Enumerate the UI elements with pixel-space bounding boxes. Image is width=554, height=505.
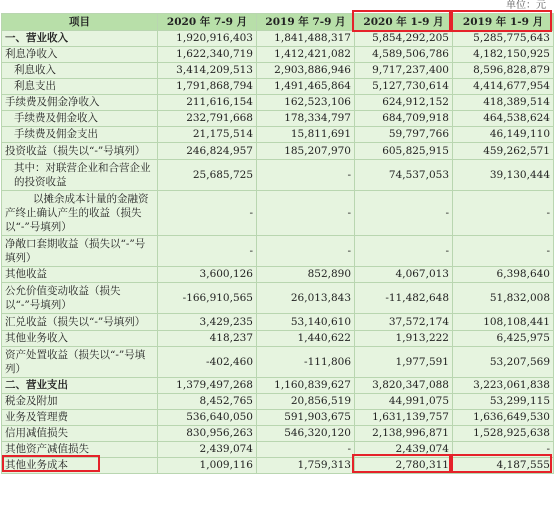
cell-value: 74,537,053 (355, 160, 453, 191)
cell-value: -11,482,648 (355, 283, 453, 314)
cell-value: 605,825,915 (355, 143, 453, 160)
row-label: 手续费及佣金支出 (2, 127, 158, 143)
cell-value: 162,523,106 (257, 95, 355, 111)
table-row (2, 410, 554, 426)
row-label: 其他收益 (2, 267, 158, 283)
cell-value: 39,130,444 (453, 160, 554, 191)
cell-value: 1,977,591 (355, 347, 453, 378)
cell-value: 4,182,150,925 (453, 47, 554, 63)
cell-value: 246,824,957 (158, 143, 257, 160)
table-row (2, 283, 554, 314)
table-row (2, 314, 554, 331)
cell-value: 536,640,050 (158, 410, 257, 426)
table-row (2, 347, 554, 378)
row-label: 净敞口套期收益（损失以“-”号填列） (2, 236, 158, 267)
cell-value: 1,009,116 (158, 458, 257, 474)
cell-value: - (355, 236, 453, 267)
cell-value: 830,956,263 (158, 426, 257, 442)
header-2019-q3: 2019 年 7-9 月 (257, 14, 355, 31)
cell-value: 684,709,918 (355, 111, 453, 127)
cell-value: 9,717,237,400 (355, 63, 453, 79)
cell-value: 2,439,074 (158, 442, 257, 458)
table-row (2, 191, 554, 236)
cell-value: 26,013,843 (257, 283, 355, 314)
row-label: 手续费及佣金收入 (2, 111, 158, 127)
cell-value: 211,616,154 (158, 95, 257, 111)
cell-value: 624,912,152 (355, 95, 453, 111)
cell-value: 1,160,839,627 (257, 378, 355, 394)
income-statement-table (1, 13, 554, 474)
table-row (2, 127, 554, 143)
cell-value: - (257, 236, 355, 267)
table-row (2, 47, 554, 63)
header-2019-ytd: 2019 年 1-9 月 (453, 14, 554, 31)
cell-value: - (158, 191, 257, 236)
cell-value: 591,903,675 (257, 410, 355, 426)
table-row (2, 442, 554, 458)
cell-value: - (453, 442, 554, 458)
cell-value: 53,299,115 (453, 394, 554, 410)
row-label: 利息净收入 (2, 47, 158, 63)
cell-value: 8,596,828,879 (453, 63, 554, 79)
cell-value: 1,636,649,530 (453, 410, 554, 426)
cell-value: 2,138,996,871 (355, 426, 453, 442)
cell-value: 178,334,797 (257, 111, 355, 127)
cell-value: 5,127,730,614 (355, 79, 453, 95)
cell-value: 3,600,126 (158, 267, 257, 283)
table-row (2, 160, 554, 191)
cell-value: 418,237 (158, 331, 257, 347)
cell-value: 3,414,209,513 (158, 63, 257, 79)
cell-value: 3,223,061,838 (453, 378, 554, 394)
cell-value: 25,685,725 (158, 160, 257, 191)
cell-value: 3,820,347,088 (355, 378, 453, 394)
cell-value: 1,622,340,719 (158, 47, 257, 63)
cell-value: 6,398,640 (453, 267, 554, 283)
table-row (2, 111, 554, 127)
cell-value: 1,528,925,638 (453, 426, 554, 442)
table-row (2, 331, 554, 347)
row-label: 其他业务成本 (2, 458, 158, 474)
cell-value: -111,806 (257, 347, 355, 378)
table-row (2, 458, 554, 474)
cell-value: 6,425,975 (453, 331, 554, 347)
row-label: 利息收入 (2, 63, 158, 79)
row-label: 一、营业收入 (2, 31, 158, 47)
cell-value: 2,903,886,946 (257, 63, 355, 79)
cell-value: 1,440,622 (257, 331, 355, 347)
cell-value: - (355, 191, 453, 236)
table-row (2, 267, 554, 283)
cell-value: - (158, 236, 257, 267)
cell-value: 21,175,514 (158, 127, 257, 143)
cell-value: 51,832,008 (453, 283, 554, 314)
cell-value: 4,414,677,954 (453, 79, 554, 95)
row-label: 其他资产减值损失 (2, 442, 158, 458)
cell-value: - (257, 442, 355, 458)
cell-value: -402,460 (158, 347, 257, 378)
cell-value: 852,890 (257, 267, 355, 283)
cell-value: 1,920,916,403 (158, 31, 257, 47)
cell-value: 59,797,766 (355, 127, 453, 143)
cell-value: -166,910,565 (158, 283, 257, 314)
table-row (2, 394, 554, 410)
row-label: 业务及管理费 (2, 410, 158, 426)
cell-value: 546,320,120 (257, 426, 355, 442)
unit-label: 单位：元 (506, 0, 546, 11)
header-item: 项目 (2, 14, 158, 31)
cell-value: 1,913,222 (355, 331, 453, 347)
cell-value: - (453, 236, 554, 267)
row-label: 其中：对联营企业和合营企业的投资收益 (2, 160, 158, 191)
cell-value: 1,412,421,082 (257, 47, 355, 63)
row-label: 信用减值损失 (2, 426, 158, 442)
cell-value: 1,841,488,317 (257, 31, 355, 47)
cell-value: 459,262,571 (453, 143, 554, 160)
cell-value: 4,187,555 (453, 458, 554, 474)
cell-value: 53,207,569 (453, 347, 554, 378)
table-header-row (2, 14, 554, 31)
cell-value: - (453, 191, 554, 236)
cell-value: 37,572,174 (355, 314, 453, 331)
cell-value: 2,780,311 (355, 458, 453, 474)
row-label: 利息支出 (2, 79, 158, 95)
row-label: 汇兑收益（损失以“-”号填列） (2, 314, 158, 331)
header-2020-ytd: 2020 年 1-9 月 (355, 14, 453, 31)
cell-value: 20,856,519 (257, 394, 355, 410)
row-label: 公允价值变动收益（损失以“-”号填列） (2, 283, 158, 314)
cell-value: - (257, 191, 355, 236)
cell-value: 4,067,013 (355, 267, 453, 283)
table-row (2, 236, 554, 267)
cell-value: 46,149,110 (453, 127, 554, 143)
table-row (2, 426, 554, 442)
row-label: 投资收益（损失以“-”号填列） (2, 143, 158, 160)
cell-value: 2,439,074 (355, 442, 453, 458)
cell-value: 418,389,514 (453, 95, 554, 111)
table-row (2, 95, 554, 111)
row-label: 二、营业支出 (2, 378, 158, 394)
row-label: 以摊余成本计量的金融资产终止确认产生的收益（损失以“-”号填列） (2, 191, 158, 236)
header-2020-q3: 2020 年 7-9 月 (158, 14, 257, 31)
row-label: 资产处置收益（损失以“-”号填列） (2, 347, 158, 378)
cell-value: 1,491,465,864 (257, 79, 355, 95)
table-row (2, 378, 554, 394)
table-row (2, 143, 554, 160)
cell-value: 8,452,765 (158, 394, 257, 410)
cell-value: 1,631,139,757 (355, 410, 453, 426)
cell-value: 44,991,075 (355, 394, 453, 410)
cell-value: 464,538,624 (453, 111, 554, 127)
cell-value: 232,791,668 (158, 111, 257, 127)
cell-value: - (257, 160, 355, 191)
cell-value: 53,140,610 (257, 314, 355, 331)
cell-value: 108,108,441 (453, 314, 554, 331)
cell-value: 4,589,506,786 (355, 47, 453, 63)
table-row (2, 31, 554, 47)
cell-value: 5,285,775,643 (453, 31, 554, 47)
cell-value: 3,429,235 (158, 314, 257, 331)
row-label: 其他业务收入 (2, 331, 158, 347)
cell-value: 1,379,497,268 (158, 378, 257, 394)
row-label: 手续费及佣金净收入 (2, 95, 158, 111)
table-row (2, 63, 554, 79)
row-label: 税金及附加 (2, 394, 158, 410)
cell-value: 185,207,970 (257, 143, 355, 160)
cell-value: 1,791,868,794 (158, 79, 257, 95)
table-row (2, 79, 554, 95)
cell-value: 15,811,691 (257, 127, 355, 143)
cell-value: 1,759,313 (257, 458, 355, 474)
cell-value: 5,854,292,205 (355, 31, 453, 47)
